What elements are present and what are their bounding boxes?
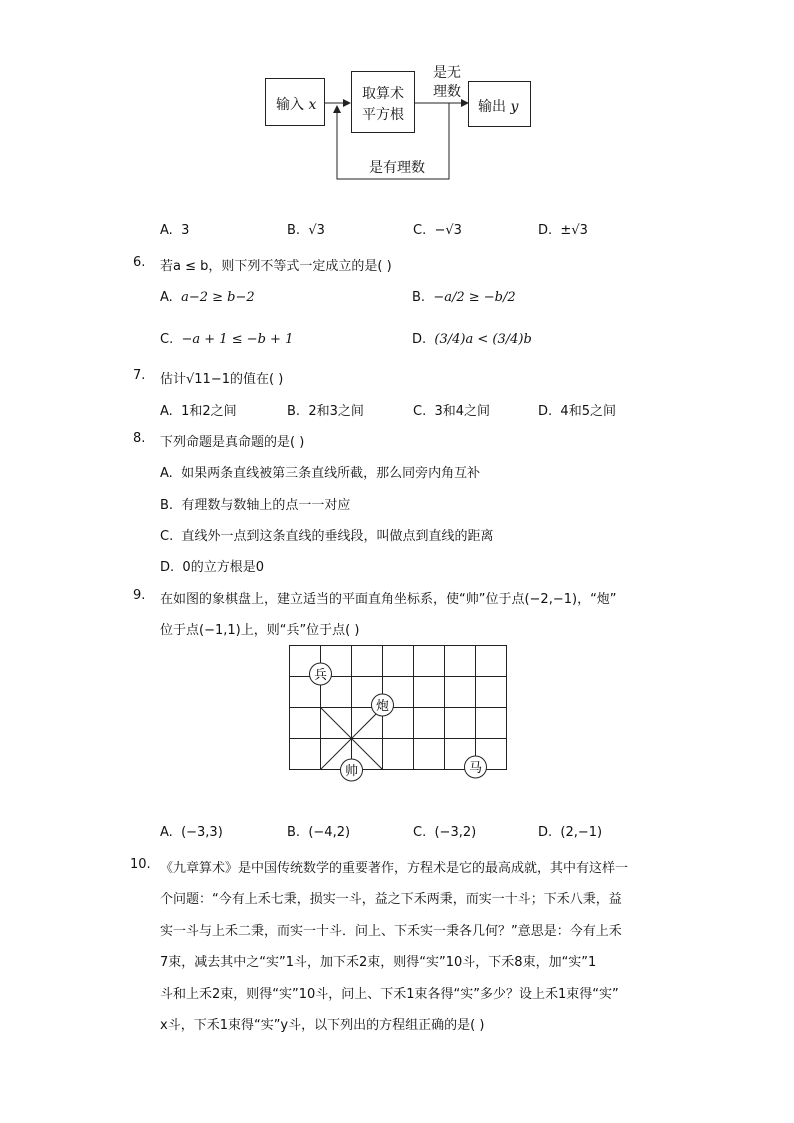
q9-option-c[interactable]: C. (−3,2)	[413, 825, 477, 840]
input-box-text: 输入 x	[276, 97, 317, 113]
q10-line-6: x斗，下禾1束得“实”y斗，以下列出的方程组正确的是( )	[160, 1018, 485, 1033]
q8-option-d[interactable]: D. 0的立方根是0	[160, 560, 264, 575]
branch-irrational-line1: 是无	[433, 65, 461, 81]
q9-option-a[interactable]: A. (−3,3)	[160, 825, 223, 840]
output-box-text: 输出 y	[478, 99, 519, 115]
q5-option-d[interactable]: D. ±√3	[538, 223, 588, 238]
q9-option-b[interactable]: B. (−4,2)	[287, 825, 351, 840]
piece-ma	[465, 756, 487, 778]
q8-option-c[interactable]: C. 直线外一点到这条直线的垂线段，叫做点到直线的距离	[160, 529, 494, 544]
q10-number: 10.	[130, 857, 151, 872]
q10-line-3: 实一斗与上禾二秉，而实一十斗．问上、下禾实一秉各几何？”意思是：今有上禾	[160, 924, 622, 939]
svg-text:马: 马	[468, 761, 483, 776]
q10-line-5: 斗和上禾2束，则得“实”10斗，问上、下禾1束各得“实”多少？设上禾1束得“实”	[160, 987, 619, 1002]
q6-option-c[interactable]: C. −a + 1 ≤ −b + 1	[160, 332, 294, 347]
branch-irrational-line2: 理数	[433, 84, 461, 100]
piece-shuai	[341, 759, 363, 781]
q5-option-a[interactable]: A. 3	[160, 223, 190, 238]
piece-pao	[372, 694, 394, 716]
q6-number: 6.	[133, 255, 146, 270]
svg-text:炮: 炮	[375, 699, 390, 714]
q5-option-c[interactable]: C. −√3	[413, 223, 462, 238]
q7-option-c[interactable]: C. 3和4之间	[413, 404, 491, 419]
svg-text:帅: 帅	[344, 764, 359, 779]
piece-bing	[310, 663, 332, 685]
q6-option-b[interactable]: B. −a/2 ≥ −b/2	[412, 290, 516, 305]
q8-number: 8.	[133, 431, 146, 446]
q6-option-d[interactable]: D. (3/4)a < (3/4)b	[412, 332, 532, 347]
q10-line-4: 7束，减去其中之“实”1斗，加下禾2束，则得“实”10斗，下禾8束，加“实”1	[160, 955, 597, 970]
chess-board	[285, 640, 510, 785]
q7-stem: 估计√11−1的值在( )	[160, 372, 284, 387]
q7-number: 7.	[133, 368, 146, 383]
q6-stem: 若a ≤ b，则下列不等式一定成立的是( )	[160, 259, 392, 274]
process-line2: 平方根	[362, 107, 404, 123]
q10-line-2: 个问题：“今有上禾七秉，损实一斗，益之下禾两秉，而实一十斗；下禾八秉，益	[160, 892, 622, 907]
q7-option-b[interactable]: B. 2和3之间	[287, 404, 364, 419]
q7-option-d[interactable]: D. 4和5之间	[538, 404, 616, 419]
q8-option-b[interactable]: B. 有理数与数轴上的点一一对应	[160, 498, 351, 513]
q8-option-a[interactable]: A. 如果两条直线被第三条直线所截，那么同旁内角互补	[160, 466, 481, 481]
q9-number: 9.	[133, 588, 146, 603]
svg-text:兵: 兵	[313, 668, 328, 683]
process-line1: 取算术	[362, 86, 404, 102]
q9-stem-line1: 在如图的象棋盘上，建立适当的平面直角坐标系，使“帅”位于点(−2,−1)，“炮”	[160, 592, 617, 607]
q8-stem: 下列命题是真命题的是( )	[160, 435, 305, 450]
loop-label: 是有理数	[369, 160, 425, 176]
q5-option-b[interactable]: B. √3	[287, 223, 325, 238]
q10-line-1: 《九章算术》是中国传统数学的重要著作，方程术是它的最高成就，其中有这样一	[160, 861, 629, 876]
q9-option-d[interactable]: D. (2,−1)	[538, 825, 603, 840]
q9-stem-line2: 位于点(−1,1)上，则“兵”位于点( )	[160, 623, 360, 638]
q6-option-a[interactable]: A. a−2 ≥ b−2	[160, 290, 255, 305]
q7-option-a[interactable]: A. 1和2之间	[160, 404, 237, 419]
